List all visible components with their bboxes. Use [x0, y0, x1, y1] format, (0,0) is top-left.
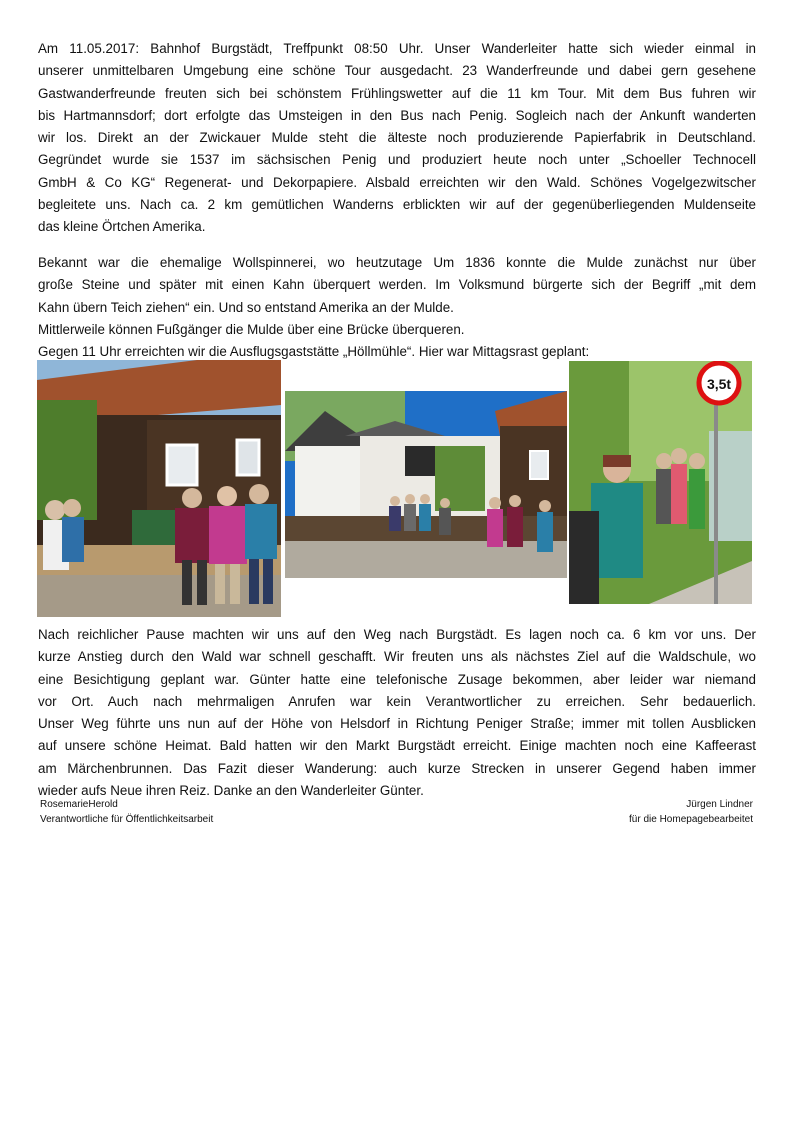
text-line: Gastwanderfreunde freuten sich bei schönstem Frühlingswetter auf die 11 km Tour. Mit dem Bus fuhren wir: [38, 85, 756, 101]
text-line: große Steine und später mit einen Kahn überquert werden. Im Volksmund bürgerte sich der Begriff „mit dem: [38, 277, 756, 293]
author-name: RosemarieHerold: [40, 799, 118, 810]
paragraph-amerika: [38, 252, 756, 363]
text-line: eine Besichtigung geplant war. Günter hatte eine telefonische Zusage bekommen, aber leider war niemand: [38, 671, 756, 687]
signature-editor: [560, 797, 753, 827]
signature-author: [40, 797, 213, 827]
text-line: begleitete uns. Nach ca. 2 km gemütlichen Wanderns erblickten wir auf der gegenüberliegenden Muldenseite: [38, 197, 756, 213]
author-role: Verantwortliche für Öffentlichkeitsarbeit: [40, 814, 214, 825]
text-line: Mittlerweile können Fußgänger die Mulde über eine Brücke überqueren.: [38, 321, 465, 337]
text-line: kurze Anstieg durch den Wald war schnell geschafft. Wir freuten uns als nächstes Ziel auf die Waldschule, wo: [38, 649, 756, 665]
text-line: Gegen 11 Uhr erreichten wir die Ausflugsgaststätte „Höllmühle“. Hier war Mittagsrast geplant:: [38, 344, 590, 360]
photo-hiker-at-weight-limit-sign: [569, 361, 752, 604]
paragraph-tour-start: [38, 38, 756, 239]
editor-role: für die Homepagebearbeitet: [629, 814, 753, 825]
text-line: Unser Weg führte uns nun auf der Höhe von Helsdorf in Richtung Peniger Straße; immer mit tollen Ausblicken: [38, 716, 756, 732]
text-line: unserer unmittelbaren Umgebung eine schöne Tour ausgedacht. 23 Wanderfreunde und dabei gern gesehene: [38, 63, 756, 79]
text-line: am Märchenbrunnen. Das Fazit dieser Wanderung: auch kurze Strecken in unserer Gegend haben immer: [38, 760, 756, 776]
text-line: vor Ort. Auch nach mehrmaligen Anrufen war kein Verantwortlicher zu erreichen. Sehr bedauerlich.: [38, 693, 756, 709]
sign-text: 3,5t: [706, 376, 732, 392]
text-line: wir los. Direkt an der Zwickauer Mulde steht die älteste noch produzierende Papierfabrik in Deutschland.: [38, 130, 756, 146]
text-line: das kleine Örtchen Amerika.: [38, 219, 206, 235]
text-line: auf unsere schöne Heimat. Bald hatten wir den Markt Burgstädt erreicht. Einige machten noch eine Kaffeerast: [38, 738, 756, 754]
editor-name: Jürgen Lindner: [686, 799, 753, 810]
text-line: Kahn übern Teich ziehen“ ein. Und so entstand Amerika an der Mulde.: [38, 299, 454, 315]
text-line: Bekannt war die ehemalige Wollspinnerei, wo heutzutage Um 1836 konnte die Mulde zunächst nur über: [38, 255, 756, 270]
text-line: Nach reichlicher Pause machten wir uns auf den Weg nach Burgstädt. Es lagen noch ca. 6 km vor uns. Der: [38, 627, 756, 642]
text-line: Am 11.05.2017: Bahnhof Burgstädt, Treffpunkt 08:50 Uhr. Unser Wanderleiter hatte sich wieder einmal in: [38, 41, 756, 56]
text-line: Gegründet wurde sie 1537 im sächsischen Penig und produziert heute noch unter „Schoeller Technocell: [38, 152, 756, 168]
text-line: GmbH & Co KG“ Regenerat- und Dekorpapiere. Alsbald erreichten wir den Wald. Schönes Vogelgezwitscher: [38, 174, 756, 190]
paragraph-return-hike: [38, 624, 756, 802]
text-line: bis Hartmannsdorf; dort erfolgte das Umsteigen in den Bus nach Penig. Sogleich nach der Ankunft wanderten: [38, 107, 756, 123]
text-line: wieder aufs Neue ihren Reiz. Danke an den Wanderleiter Günter.: [38, 783, 424, 799]
photo-hiking-group-wooden-house: [37, 360, 281, 617]
photo-hoellmuehle-inn-group: [285, 391, 567, 578]
